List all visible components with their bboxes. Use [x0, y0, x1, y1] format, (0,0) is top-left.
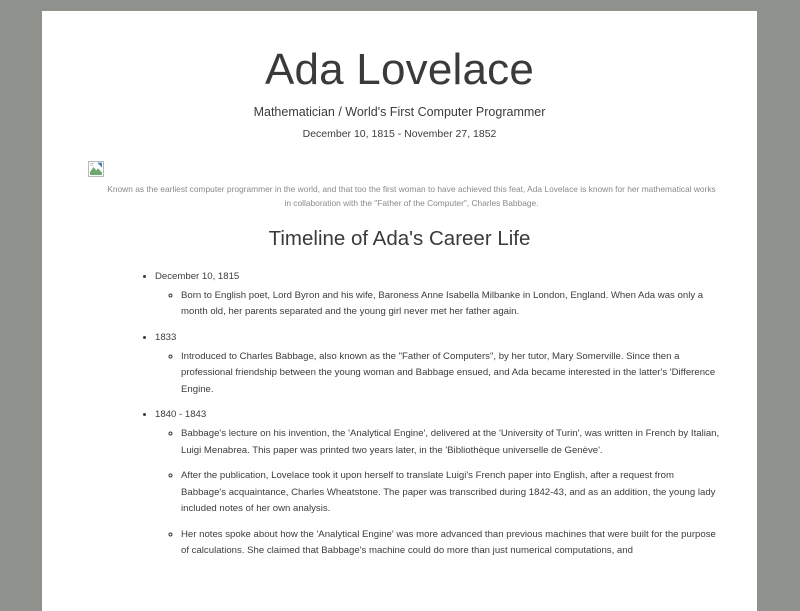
timeline-list [42, 270, 757, 560]
timeline-detail: ◦ Her notes spoke about how the 'Analytical Engine' was more advanced than previous machines that were built for the purpose of calculations. She claimed that Babbage's machine could do more than just numerical computations, and [181, 527, 757, 560]
timeline-entry-era: • December 10, 1815 [155, 271, 240, 283]
timeline-detail: ◦ Born to English poet, Lord Byron and his wife, Baroness Anne Isabella Milbanke in London, England. When Ada was only a month old, her parents separated and the young girl never met her father again. [181, 288, 757, 321]
page-title: Ada Lovelace [264, 45, 535, 94]
document-page [42, 11, 757, 611]
timeline-entry [155, 331, 757, 398]
timeline-entry-era: • 1833 [155, 331, 177, 343]
timeline-detail: ◦ After the publication, Lovelace took it upon herself to translate Luigi's French paper into English, after a request from Babbage's acquaintance, Charles Wheatstone. The paper was transcribed during 1842-43, and as an addition, the young lady included notes of her own analysis. [181, 468, 757, 518]
timeline-detail: ◦ Introduced to Charles Babbage, also known as the "Father of Computers", by her tutor, Mary Somerville. Since then a professional friendship between the young woman and Babbage ensued, and Ada became interested in the latter's 'Difference Engine. [181, 349, 757, 399]
timeline-detail-list [155, 349, 757, 399]
life-dates: December 10, 1815 - November 27, 1852 [302, 127, 497, 140]
timeline-entry [155, 270, 757, 321]
timeline-detail-list [155, 288, 757, 321]
timeline-entry [155, 408, 757, 559]
broken-image-icon [88, 161, 104, 177]
figure-caption: Known as the earliest computer programmer in the world, and that too the first woman to have achieved this feat, Ada Lovelace is known for her mathematical works in collaboration with the "Father of the Computer", Charles Babbage. [107, 184, 716, 208]
timeline-detail-list [155, 426, 757, 560]
timeline-detail: ◦ Babbage's lecture on his invention, the 'Analytical Engine', delivered at the 'University of Turin', was written in French by Italian, Luigi Menabrea. This paper was printed two years later, in the 'Bibliothèque universelle de Genève'. [181, 426, 757, 459]
timeline-entry-era: • 1840 - 1843 [155, 409, 207, 421]
portrait-figure [42, 161, 757, 210]
timeline-heading: Timeline of Ada's Career Life [268, 227, 531, 251]
page-subtitle: Mathematician / World's First Computer Programmer [253, 105, 546, 120]
